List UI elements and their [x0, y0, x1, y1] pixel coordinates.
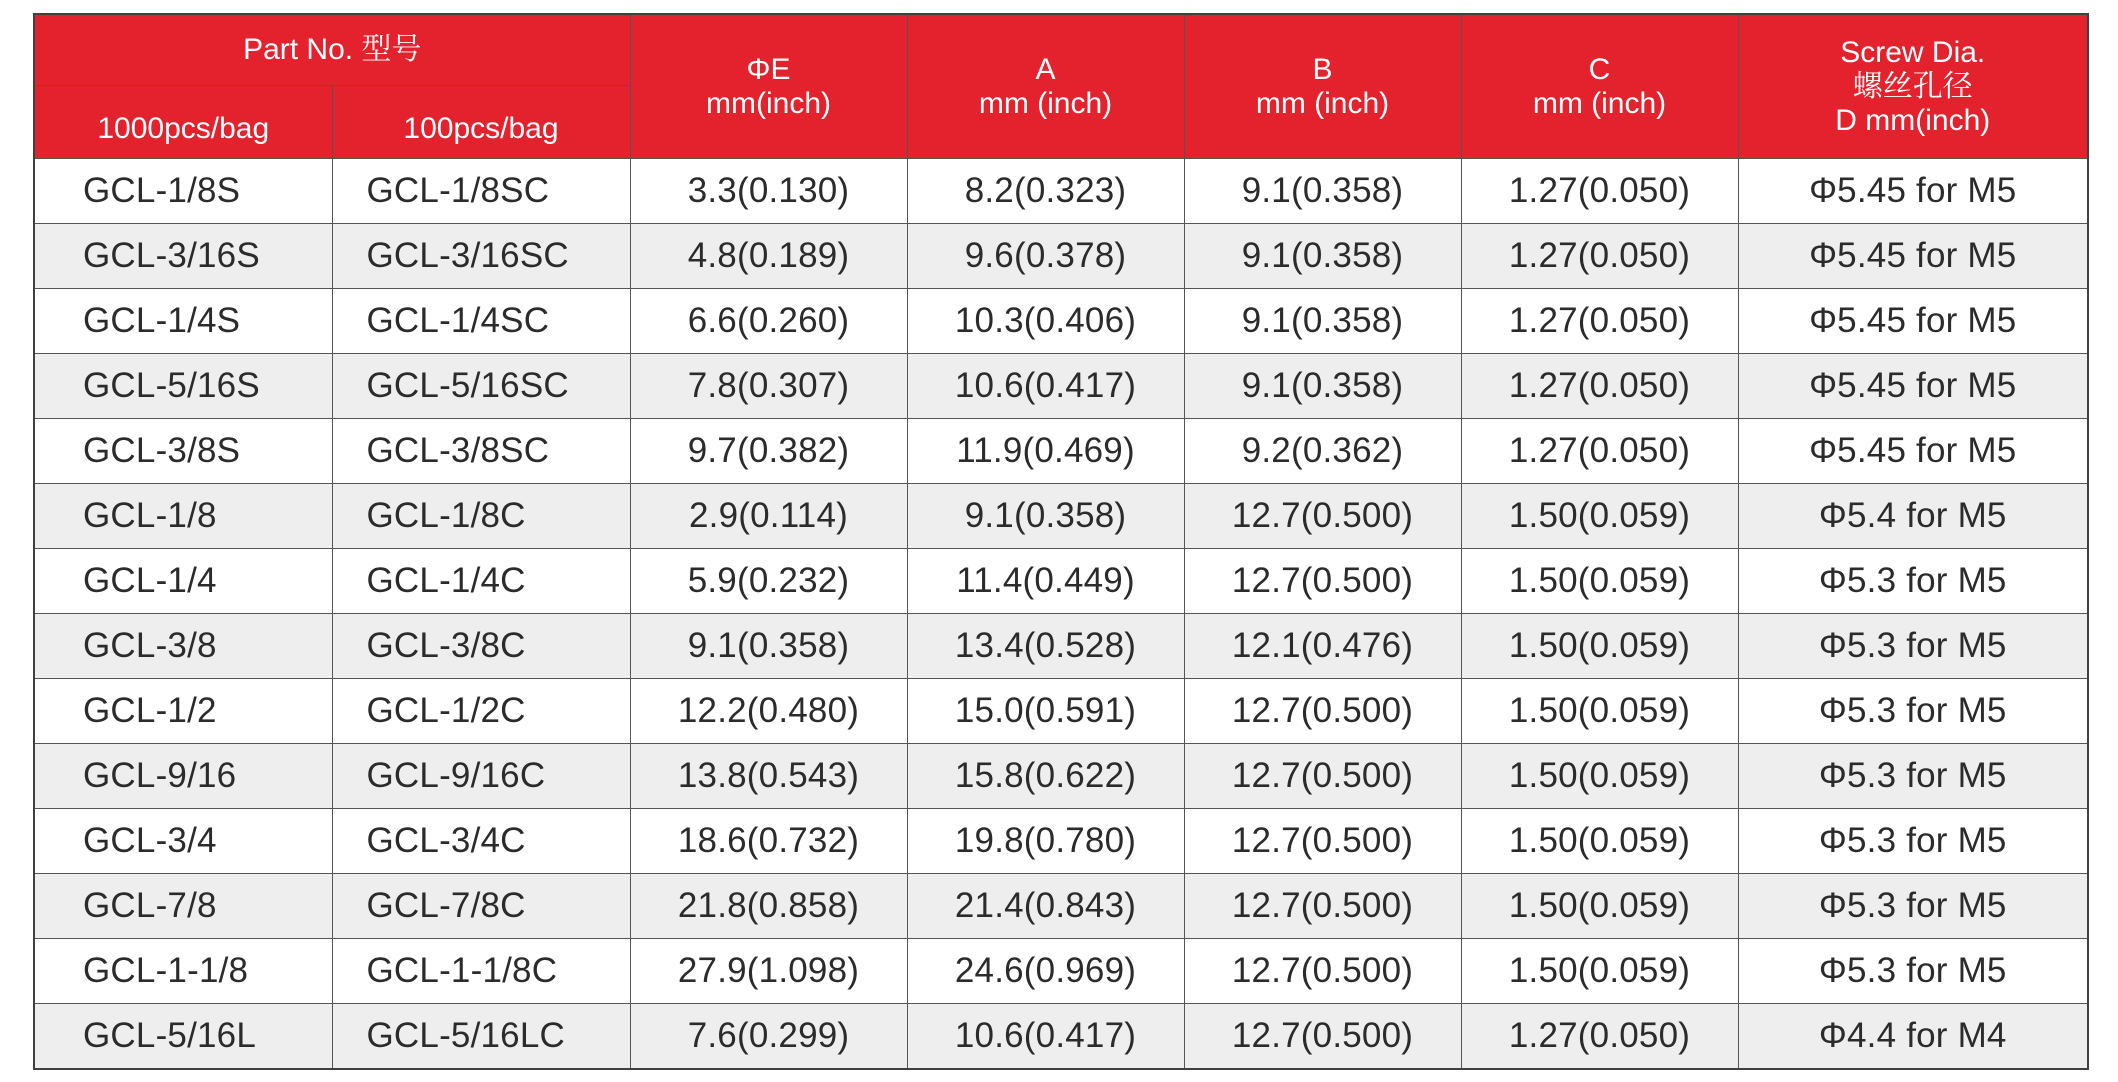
cell-dim-b: 12.7(0.500) — [1184, 484, 1461, 549]
cell-part-no-100: GCL-1/4C — [332, 549, 630, 614]
cell-dim-a: 11.4(0.449) — [907, 549, 1184, 614]
header-dim-a — [907, 14, 1184, 159]
cell-part-no-1000: GCL-5/16L — [34, 1004, 332, 1070]
cell-dim-a: 15.8(0.622) — [907, 744, 1184, 809]
cell-dim-a: 9.6(0.378) — [907, 224, 1184, 289]
cell-part-no-100: GCL-3/4C — [332, 809, 630, 874]
cell-screw-dia: Φ5.45 for M5 — [1738, 224, 2088, 289]
header-dim-c-unit: mm (inch) — [1532, 86, 1667, 120]
cell-dim-a: 8.2(0.323) — [907, 159, 1184, 224]
cell-screw-dia: Φ5.3 for M5 — [1738, 549, 2088, 614]
header-diameter-e — [630, 14, 907, 159]
cell-dim-a: 21.4(0.843) — [907, 874, 1184, 939]
cell-dim-c: 1.27(0.050) — [1461, 289, 1738, 354]
table-row — [34, 614, 2088, 679]
cell-dim-b: 12.7(0.500) — [1184, 549, 1461, 614]
cell-screw-dia: Φ5.3 for M5 — [1738, 939, 2088, 1004]
cell-screw-dia: Φ4.4 for M4 — [1738, 1004, 2088, 1070]
cell-diameter-e: 4.8(0.189) — [630, 224, 907, 289]
cell-dim-c: 1.27(0.050) — [1461, 159, 1738, 224]
cell-diameter-e: 7.8(0.307) — [630, 354, 907, 419]
table-row — [34, 159, 2088, 224]
cell-diameter-e: 9.1(0.358) — [630, 614, 907, 679]
header-screw-dia-cn: 螺丝孔径 — [1852, 69, 1973, 103]
cell-part-no-100: GCL-1-1/8C — [332, 939, 630, 1004]
table-row — [34, 289, 2088, 354]
table-body — [34, 159, 2088, 1070]
cell-part-no-100: GCL-3/16SC — [332, 224, 630, 289]
header-screw-dia — [1738, 14, 2088, 159]
table-row — [34, 549, 2088, 614]
cell-dim-b: 9.2(0.362) — [1184, 419, 1461, 484]
cell-dim-c: 1.50(0.059) — [1461, 679, 1738, 744]
cell-part-no-1000: GCL-5/16S — [34, 354, 332, 419]
cell-dim-b: 12.7(0.500) — [1184, 744, 1461, 809]
cell-screw-dia: Φ5.3 for M5 — [1738, 614, 2088, 679]
cell-dim-b: 12.7(0.500) — [1184, 1004, 1461, 1070]
cell-dim-c: 1.27(0.050) — [1461, 224, 1738, 289]
table-row — [34, 354, 2088, 419]
cell-dim-b: 12.7(0.500) — [1184, 874, 1461, 939]
cell-part-no-100: GCL-1/8C — [332, 484, 630, 549]
cell-part-no-1000: GCL-3/4 — [34, 809, 332, 874]
cell-dim-a: 10.6(0.417) — [907, 1004, 1184, 1070]
header-dim-a-unit: mm (inch) — [978, 86, 1113, 120]
cell-part-no-1000: GCL-3/8 — [34, 614, 332, 679]
cell-dim-b: 12.7(0.500) — [1184, 809, 1461, 874]
cell-diameter-e: 5.9(0.232) — [630, 549, 907, 614]
cell-diameter-e: 12.2(0.480) — [630, 679, 907, 744]
header-bag-1000: 1000pcs/bag — [34, 86, 332, 159]
cell-diameter-e: 6.6(0.260) — [630, 289, 907, 354]
cell-part-no-100: GCL-1/4SC — [332, 289, 630, 354]
cell-dim-b: 12.1(0.476) — [1184, 614, 1461, 679]
cell-part-no-100: GCL-7/8C — [332, 874, 630, 939]
header-dim-b-label: B — [1312, 52, 1333, 86]
cell-dim-a: 13.4(0.528) — [907, 614, 1184, 679]
table-row — [34, 874, 2088, 939]
cell-part-no-1000: GCL-1/8S — [34, 159, 332, 224]
cell-diameter-e: 21.8(0.858) — [630, 874, 907, 939]
header-dim-c-label: C — [1588, 52, 1611, 86]
cell-dim-b: 9.1(0.358) — [1184, 289, 1461, 354]
cell-dim-c: 1.50(0.059) — [1461, 939, 1738, 1004]
cell-part-no-1000: GCL-1/2 — [34, 679, 332, 744]
cell-dim-a: 11.9(0.469) — [907, 419, 1184, 484]
cell-dim-c: 1.50(0.059) — [1461, 744, 1738, 809]
cell-part-no-1000: GCL-1/4S — [34, 289, 332, 354]
cell-dim-b: 9.1(0.358) — [1184, 159, 1461, 224]
header-bag-100: 100pcs/bag — [332, 86, 630, 159]
header-row-top — [34, 14, 2088, 86]
cell-dim-c: 1.27(0.050) — [1461, 419, 1738, 484]
cell-part-no-1000: GCL-1-1/8 — [34, 939, 332, 1004]
cell-dim-c: 1.50(0.059) — [1461, 874, 1738, 939]
cell-part-no-100: GCL-3/8SC — [332, 419, 630, 484]
table-row — [34, 484, 2088, 549]
cell-screw-dia: Φ5.3 for M5 — [1738, 744, 2088, 809]
header-diameter-e-unit: mm(inch) — [706, 86, 831, 120]
cell-dim-c: 1.50(0.059) — [1461, 549, 1738, 614]
table-header — [34, 14, 2088, 159]
cell-diameter-e: 2.9(0.114) — [630, 484, 907, 549]
cell-screw-dia: Φ5.45 for M5 — [1738, 354, 2088, 419]
header-screw-dia-label: Screw Dia. — [1840, 35, 1986, 69]
cell-diameter-e: 13.8(0.543) — [630, 744, 907, 809]
table-row — [34, 939, 2088, 1004]
cell-screw-dia: Φ5.3 for M5 — [1738, 809, 2088, 874]
cell-dim-a: 15.0(0.591) — [907, 679, 1184, 744]
cell-part-no-1000: GCL-1/8 — [34, 484, 332, 549]
cell-diameter-e: 7.6(0.299) — [630, 1004, 907, 1070]
cell-dim-a: 24.6(0.969) — [907, 939, 1184, 1004]
cell-part-no-100: GCL-3/8C — [332, 614, 630, 679]
cell-screw-dia: Φ5.45 for M5 — [1738, 159, 2088, 224]
table-row — [34, 679, 2088, 744]
table-row — [34, 744, 2088, 809]
cell-dim-b: 12.7(0.500) — [1184, 939, 1461, 1004]
cell-part-no-100: GCL-5/16LC — [332, 1004, 630, 1070]
cell-diameter-e: 3.3(0.130) — [630, 159, 907, 224]
cell-part-no-1000: GCL-3/16S — [34, 224, 332, 289]
cell-part-no-1000: GCL-9/16 — [34, 744, 332, 809]
cell-part-no-100: GCL-5/16SC — [332, 354, 630, 419]
cell-dim-c: 1.50(0.059) — [1461, 484, 1738, 549]
cell-part-no-1000: GCL-1/4 — [34, 549, 332, 614]
cell-screw-dia: Φ5.3 for M5 — [1738, 874, 2088, 939]
table-row — [34, 419, 2088, 484]
cell-dim-c: 1.27(0.050) — [1461, 1004, 1738, 1070]
header-screw-dia-unit: D mm(inch) — [1835, 103, 1991, 137]
cell-dim-a: 19.8(0.780) — [907, 809, 1184, 874]
cell-part-no-100: GCL-1/2C — [332, 679, 630, 744]
cell-dim-c: 1.27(0.050) — [1461, 354, 1738, 419]
table-row — [34, 1004, 2088, 1070]
header-diameter-e-label: ΦE — [746, 52, 791, 86]
header-dim-a-label: A — [1035, 52, 1056, 86]
cell-dim-a: 10.6(0.417) — [907, 354, 1184, 419]
header-part-no: Part No. 型号 — [34, 14, 630, 86]
cell-diameter-e: 27.9(1.098) — [630, 939, 907, 1004]
spec-table-wrapper — [33, 13, 2087, 1068]
cell-screw-dia: Φ5.3 for M5 — [1738, 679, 2088, 744]
cell-screw-dia: Φ5.45 for M5 — [1738, 289, 2088, 354]
cell-part-no-1000: GCL-3/8S — [34, 419, 332, 484]
cell-diameter-e: 9.7(0.382) — [630, 419, 907, 484]
cell-part-no-1000: GCL-7/8 — [34, 874, 332, 939]
header-dim-b — [1184, 14, 1461, 159]
cell-dim-b: 12.7(0.500) — [1184, 679, 1461, 744]
cell-screw-dia: Φ5.4 for M5 — [1738, 484, 2088, 549]
cell-screw-dia: Φ5.45 for M5 — [1738, 419, 2088, 484]
header-dim-b-unit: mm (inch) — [1255, 86, 1390, 120]
cell-dim-c: 1.50(0.059) — [1461, 809, 1738, 874]
table-row — [34, 809, 2088, 874]
cell-part-no-100: GCL-9/16C — [332, 744, 630, 809]
cell-diameter-e: 18.6(0.732) — [630, 809, 907, 874]
table-row — [34, 224, 2088, 289]
spec-table — [33, 13, 2089, 1070]
header-dim-c — [1461, 14, 1738, 159]
cell-dim-b: 9.1(0.358) — [1184, 354, 1461, 419]
cell-dim-c: 1.50(0.059) — [1461, 614, 1738, 679]
cell-dim-b: 9.1(0.358) — [1184, 224, 1461, 289]
cell-dim-a: 9.1(0.358) — [907, 484, 1184, 549]
cell-part-no-100: GCL-1/8SC — [332, 159, 630, 224]
cell-dim-a: 10.3(0.406) — [907, 289, 1184, 354]
